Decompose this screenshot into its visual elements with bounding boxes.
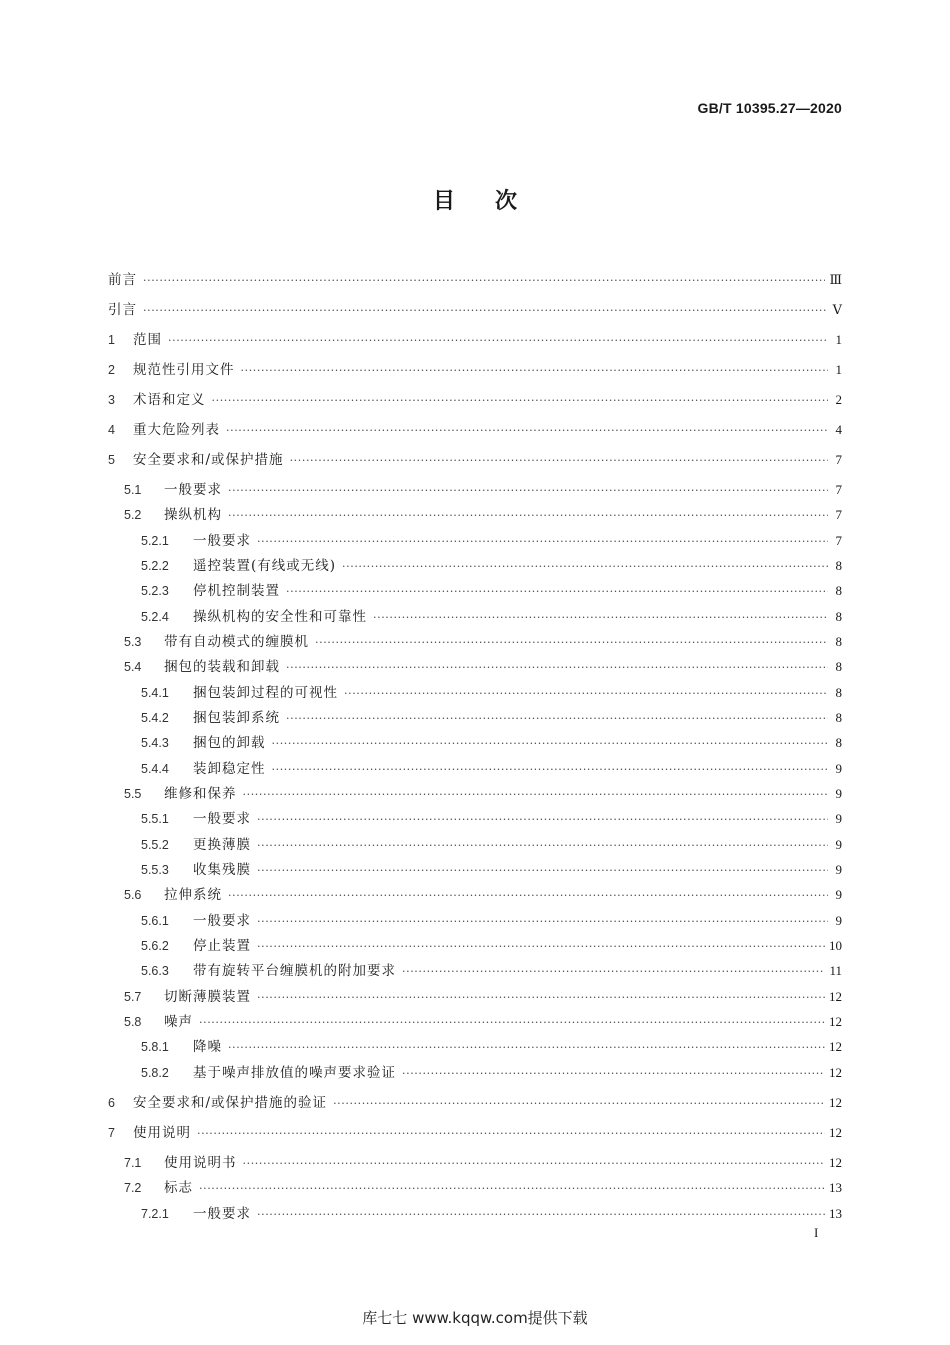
- toc-entry-label: 捆包装卸系统: [193, 710, 280, 726]
- toc-entry[interactable]: [108, 327, 842, 352]
- standard-number: GB/T 10395.27—2020: [697, 100, 842, 116]
- toc-entry-page: 7: [835, 451, 842, 467]
- toc-entry[interactable]: [108, 806, 842, 831]
- toc-entry-page: 4: [835, 421, 842, 437]
- toc-leader-dots: [257, 858, 828, 883]
- toc-entry-label: 捆包的装载和卸载: [164, 659, 280, 676]
- footer-watermark: 库七七 www.kqqw.com提供下载: [362, 1309, 588, 1327]
- toc-leader-dots: [257, 1202, 825, 1227]
- toc-entry-label: 操纵机构: [164, 507, 222, 524]
- toc-entry-label: 术语和定义: [133, 391, 206, 408]
- toc-leader-dots: [143, 298, 828, 323]
- toc-entry-label: 一般要求: [193, 532, 251, 549]
- toc-entry-page: 12: [829, 1094, 842, 1110]
- toc-entry-page: 9: [835, 912, 842, 928]
- toc-entry[interactable]: [108, 1201, 842, 1226]
- toc-entry-label: 带有旋转平台缠膜机的附加要求: [193, 963, 396, 980]
- toc-entry-page: 8: [835, 583, 842, 599]
- toc-entry-page: 8: [835, 633, 842, 649]
- toc-entry-number: 5.2.3: [141, 584, 169, 599]
- toc-entry-label: 捆包的卸载: [193, 735, 266, 752]
- toc-entry[interactable]: [108, 1060, 842, 1085]
- toc-entry-number: 5.4.3: [141, 736, 169, 751]
- toc-entry[interactable]: [108, 730, 842, 755]
- toc-entry[interactable]: [108, 882, 842, 907]
- toc-entry[interactable]: [108, 908, 842, 933]
- toc-entry[interactable]: [108, 1175, 842, 1200]
- toc-entry[interactable]: [108, 417, 842, 442]
- toc-entry[interactable]: [108, 297, 842, 322]
- toc-leader-dots: [168, 328, 828, 353]
- toc-entry-label: 装卸稳定性: [193, 760, 266, 777]
- toc-entry-page: 9: [835, 760, 842, 776]
- toc-entry[interactable]: [108, 1120, 842, 1145]
- toc-entry-page: Ⅴ: [832, 301, 842, 317]
- toc-entry[interactable]: [108, 984, 842, 1009]
- toc-entry-label: 重大危险列表: [133, 421, 220, 438]
- toc-entry-label: 安全要求和/或保护措施的验证: [133, 1094, 328, 1111]
- toc-entry[interactable]: [108, 1090, 842, 1115]
- toc-entry-number: 5.4: [124, 660, 142, 675]
- toc-leader-dots: [199, 1176, 825, 1201]
- toc-entry-label: 一般要求: [164, 481, 222, 498]
- toc-entry-number: 7.2.1: [141, 1206, 169, 1221]
- page-title: 目次: [432, 188, 557, 214]
- toc-leader-dots: [197, 1121, 825, 1146]
- toc-entry-label: 使用说明书: [164, 1154, 237, 1171]
- toc-entry-page: 11: [829, 963, 842, 979]
- toc-entry-number: 5.5: [124, 787, 142, 802]
- toc-entry-page: 8: [835, 608, 842, 624]
- toc-entry-label: 遥控装置(有线或无线): [193, 557, 337, 574]
- toc-entry-label: 标志: [164, 1180, 193, 1197]
- toc-entry-label: 引言: [108, 301, 137, 318]
- toc-entry-page: 9: [835, 811, 842, 827]
- toc-entry-number: 5.8.1: [141, 1040, 169, 1055]
- toc-entry-page: 7: [835, 532, 842, 548]
- toc-entry-number: 5.5.3: [141, 863, 169, 878]
- toc-entry-number: 5.6: [124, 888, 142, 903]
- toc-entry-page: 9: [835, 836, 842, 852]
- toc-entry-label: 拉伸系统: [164, 887, 222, 904]
- toc-entry-number: 7.1: [124, 1155, 142, 1170]
- toc-entry-label: 带有自动模式的缠膜机: [164, 633, 309, 650]
- toc-entry-number: 5.4.4: [141, 761, 169, 776]
- toc-entry-label: 维修和保养: [164, 786, 237, 803]
- toc-leader-dots: [257, 934, 825, 959]
- toc-leader-dots: [272, 731, 829, 756]
- toc-entry-number: 5.1: [124, 482, 142, 497]
- toc-entry[interactable]: [108, 502, 842, 527]
- toc-leader-dots: [257, 833, 828, 858]
- toc-leader-dots: [286, 579, 828, 604]
- toc-entry[interactable]: [108, 357, 842, 382]
- toc-leader-dots: [228, 478, 828, 503]
- toc-entry-page: 8: [835, 659, 842, 675]
- toc-leader-dots: [243, 1151, 826, 1176]
- toc-entry-number: 5.6.1: [141, 913, 169, 928]
- toc-entry[interactable]: [108, 1009, 842, 1034]
- toc-entry-page: 8: [835, 684, 842, 700]
- toc-leader-dots: [257, 529, 828, 554]
- toc-entry[interactable]: [108, 604, 842, 629]
- toc-entry[interactable]: [108, 756, 842, 781]
- toc-leader-dots: [228, 503, 828, 528]
- toc-leader-dots: [228, 883, 828, 908]
- toc-entry-number: 3: [108, 392, 115, 407]
- toc-entry-page: 12: [829, 1039, 842, 1055]
- toc-entry[interactable]: [108, 654, 842, 679]
- toc-entry[interactable]: [108, 447, 842, 472]
- toc-entry-label: 噪声: [164, 1014, 193, 1031]
- toc-entry-number: 5.3: [124, 634, 142, 649]
- toc-entry-number: 5.6.2: [141, 939, 169, 954]
- toc-leader-dots: [243, 782, 829, 807]
- toc-entry-label: 前言: [108, 271, 137, 288]
- toc-leader-dots: [290, 448, 828, 473]
- toc-entry-page: 13: [829, 1180, 842, 1196]
- toc-entry[interactable]: [108, 933, 842, 958]
- toc-entry[interactable]: [108, 958, 842, 983]
- toc-entry-page: 8: [835, 557, 842, 573]
- toc-leader-dots: [257, 985, 825, 1010]
- toc-entry-number: 7: [108, 1125, 115, 1140]
- toc-entry-number: 5.6.3: [141, 964, 169, 979]
- toc-entry-number: 5.4.2: [141, 711, 169, 725]
- toc-entry-label: 一般要求: [193, 1205, 251, 1222]
- toc-leader-dots: [272, 757, 829, 782]
- toc-leader-dots: [373, 605, 828, 630]
- toc-entry[interactable]: [108, 680, 842, 705]
- toc-entry-page: 12: [829, 1064, 842, 1080]
- toc-entry-number: 5.2: [124, 508, 142, 523]
- toc-leader-dots: [241, 358, 829, 383]
- toc-leader-dots: [333, 1091, 825, 1116]
- toc-entry-page: 8: [835, 710, 842, 725]
- toc-leader-dots: [257, 807, 828, 832]
- toc-leader-dots: [402, 959, 825, 984]
- toc-entry-page: 2: [835, 391, 842, 407]
- toc-leader-dots: [402, 1061, 825, 1086]
- toc-leader-dots: [212, 388, 829, 413]
- toc-entry[interactable]: [108, 1034, 842, 1059]
- toc-entry-label: 停机控制装置: [193, 583, 280, 600]
- toc-leader-dots: [286, 655, 828, 680]
- toc-entry-label: 范围: [133, 331, 162, 348]
- toc-entry-page: 9: [835, 887, 842, 903]
- toc-leader-dots: [257, 909, 828, 934]
- toc-entry-page: 7: [835, 507, 842, 523]
- toc-entry-number: 5.2.4: [141, 609, 169, 624]
- toc-entry[interactable]: [108, 267, 842, 292]
- toc-leader-dots: [342, 554, 828, 579]
- toc-entry-number: 1: [108, 332, 115, 347]
- toc-entry-number: 5.2.2: [141, 558, 169, 573]
- toc-entry-page: 9: [835, 862, 842, 878]
- toc-leader-dots: [286, 706, 828, 731]
- toc-entry-number: 5.8: [124, 1015, 142, 1030]
- toc-entry-label: 更换薄膜: [193, 836, 251, 853]
- toc-entry-page: 12: [829, 1014, 842, 1030]
- toc-entry-number: 5.5.2: [141, 837, 169, 852]
- toc-leader-dots: [228, 1035, 825, 1060]
- toc-leader-dots: [344, 681, 828, 706]
- toc-entry-label: 捆包装卸过程的可视性: [193, 684, 338, 701]
- toc-entry-label: 切断薄膜装置: [164, 988, 251, 1005]
- toc-entry-label: 使用说明: [133, 1124, 191, 1141]
- toc-entry[interactable]: [108, 832, 842, 857]
- toc-entry[interactable]: [108, 578, 842, 603]
- toc-entry-label: 操纵机构的安全性和可靠性: [193, 608, 367, 625]
- toc-entry-label: 收集残膜: [193, 862, 251, 879]
- toc-leader-dots: [226, 418, 828, 443]
- toc-entry[interactable]: [108, 553, 842, 578]
- toc-entry[interactable]: [108, 387, 842, 412]
- toc-entry-number: 7.2: [124, 1181, 142, 1196]
- toc-entry-page: 10: [829, 938, 842, 954]
- toc-entry-page: 9: [835, 786, 842, 802]
- toc-entry-page: Ⅲ: [829, 271, 842, 287]
- table-of-contents: [108, 262, 842, 1226]
- toc-entry-number: 5.8.2: [141, 1065, 169, 1080]
- toc-leader-dots: [315, 630, 828, 655]
- toc-leader-dots: [143, 268, 825, 293]
- toc-entry-page: 13: [829, 1205, 842, 1221]
- toc-entry-page: 12: [829, 1124, 842, 1140]
- toc-entry-label: 规范性引用文件: [133, 361, 235, 378]
- toc-entry-page: 8: [835, 735, 842, 751]
- toc-entry-number: 5.5.1: [141, 812, 169, 827]
- toc-leader-dots: [199, 1010, 825, 1035]
- toc-entry-number: 5: [108, 452, 115, 467]
- toc-entry-page: 12: [829, 988, 842, 1004]
- toc-entry-label: 一般要求: [193, 811, 251, 828]
- toc-entry-number: 2: [108, 362, 115, 377]
- toc-entry-label: 一般要求: [193, 912, 251, 929]
- toc-entry-number: 6: [108, 1095, 115, 1110]
- toc-entry[interactable]: [108, 629, 842, 654]
- toc-entry-page: 1: [835, 331, 842, 347]
- toc-entry-page: 1: [835, 361, 842, 377]
- toc-entry-label: 停止装置: [193, 938, 251, 955]
- toc-entry[interactable]: [108, 477, 842, 502]
- toc-entry-label: 降噪: [193, 1039, 222, 1056]
- toc-entry-label: 基于噪声排放值的噪声要求验证: [193, 1064, 396, 1081]
- toc-entry[interactable]: [108, 1150, 842, 1175]
- toc-entry-number: 5.4.1: [141, 685, 169, 700]
- toc-entry-label: 安全要求和/或保护措施: [133, 451, 284, 468]
- toc-entry[interactable]: [108, 857, 842, 882]
- toc-entry-number: 4: [108, 422, 115, 437]
- toc-entry-page: 7: [835, 481, 842, 497]
- toc-entry-number: 5.7: [124, 989, 142, 1004]
- toc-entry-page: 12: [829, 1154, 842, 1170]
- toc-entry[interactable]: [108, 528, 842, 553]
- toc-entry-number: 5.2.1: [141, 533, 169, 548]
- toc-entry[interactable]: [108, 781, 842, 806]
- toc-entry[interactable]: [108, 705, 842, 730]
- page-number: I: [814, 1225, 819, 1240]
